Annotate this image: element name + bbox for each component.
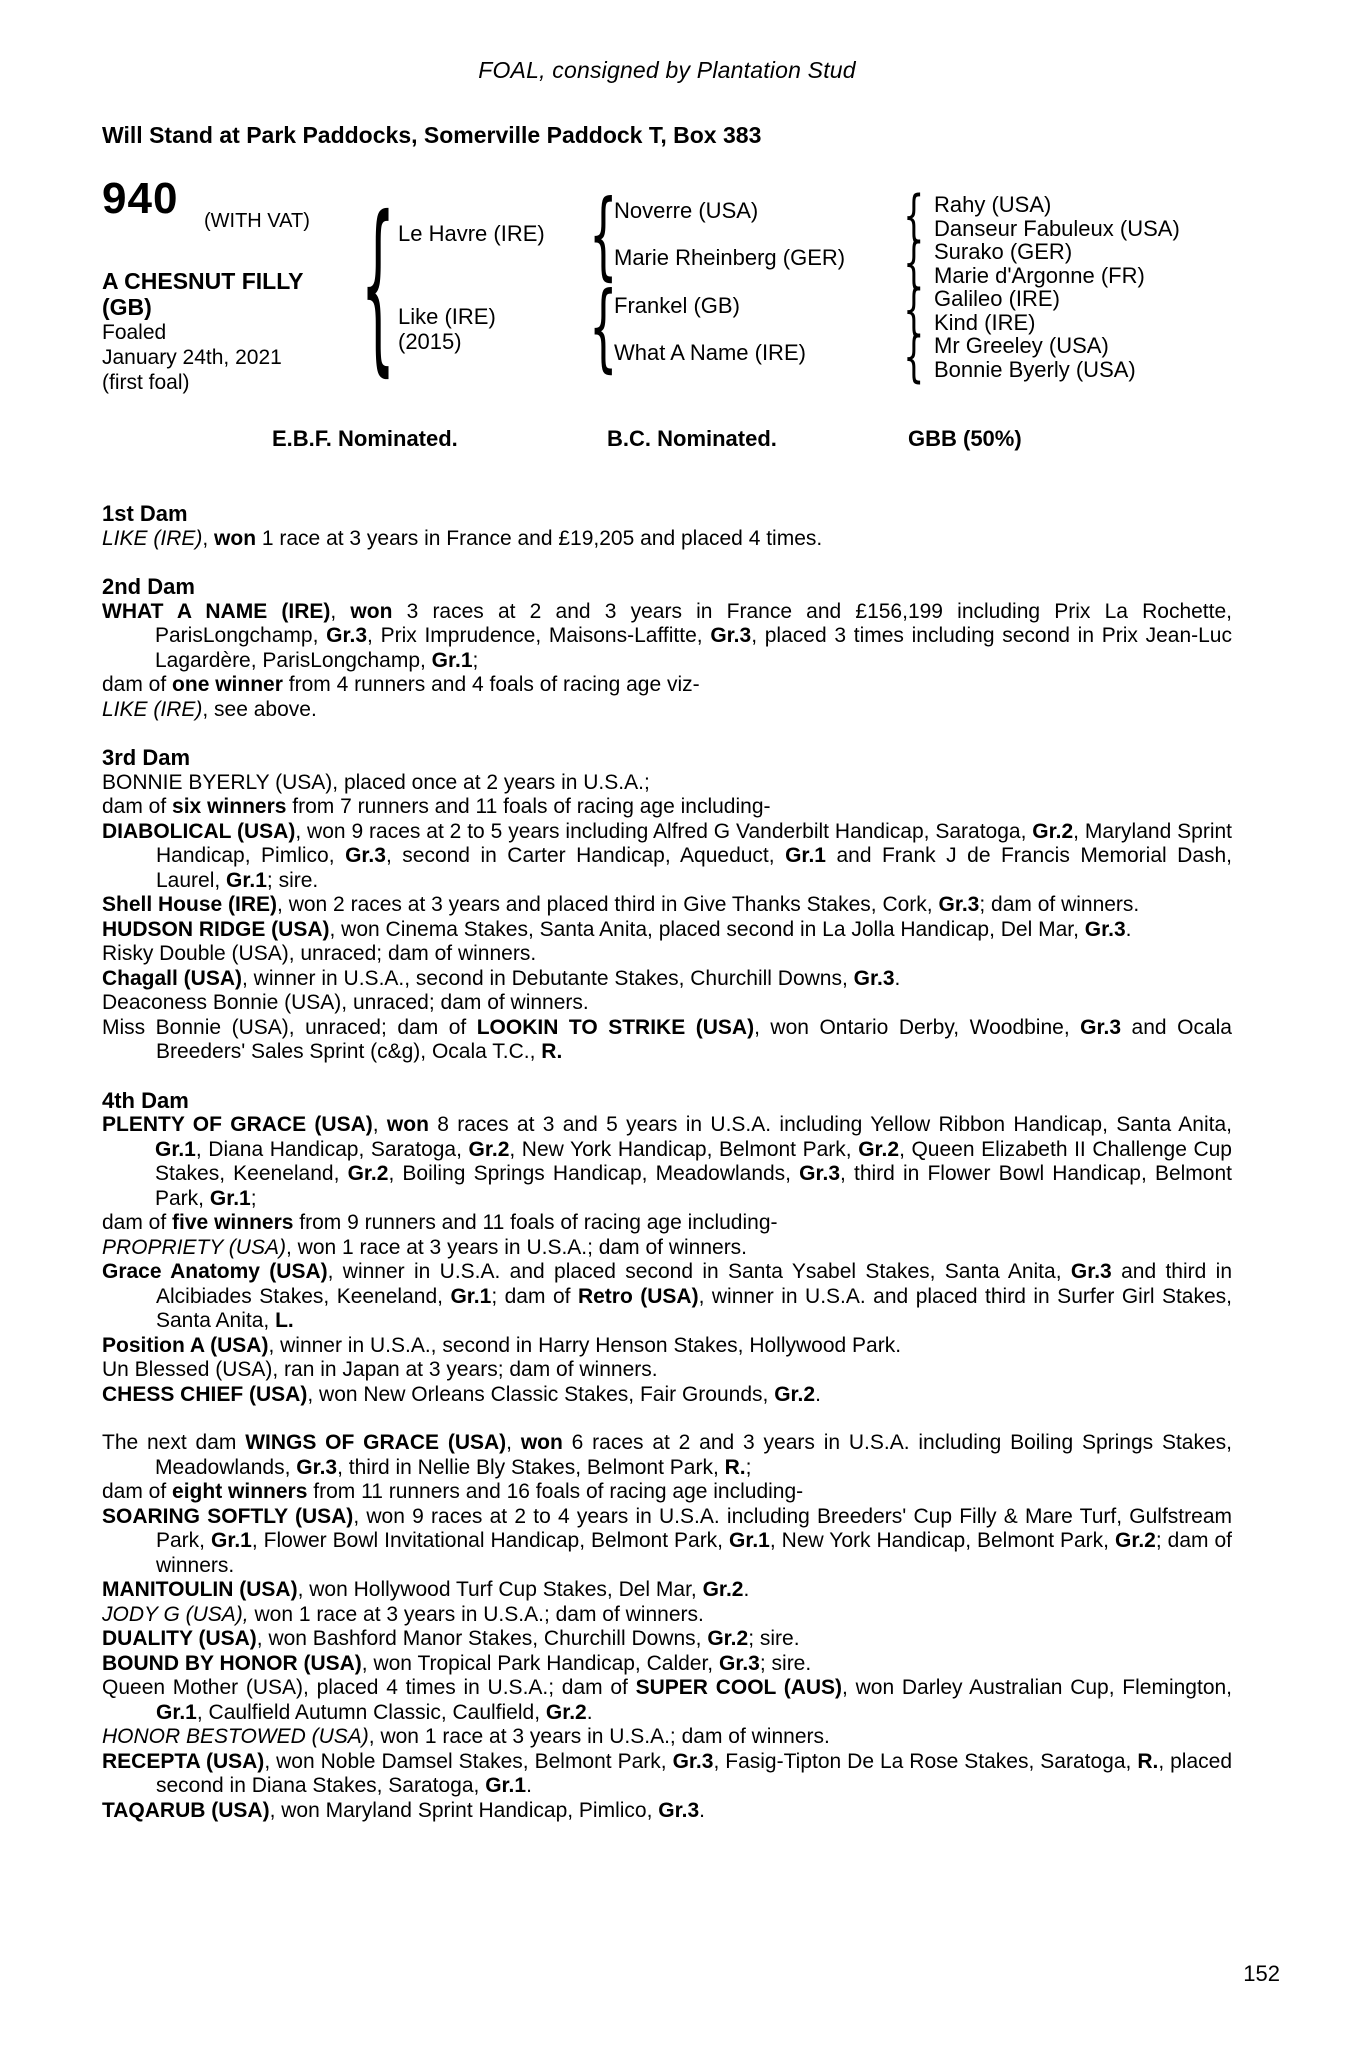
pedigree-paragraph: TAQARUB (USA), won Maryland Sprint Handicap, Pimlico, Gr.3. [102,1798,705,1822]
dam-section-heading: 2nd Dam [102,574,195,599]
pedigree-paragraph: Miss Bonnie (USA), unraced; dam of LOOKIN TO STRIKE (USA), won Ontario Derby, Woodbine, Gr.3 and Ocala Breeders' Sales Sprint (c&g), Ocala T.C., R. [102,1015,1232,1063]
pedigree-paragraph: BOUND BY HONOR (USA), won Tropical Park Handicap, Calder, Gr.3; sire. [102,1651,812,1675]
dam-section-heading: 4th Dam [102,1087,189,1113]
pedigree-paragraph: RECEPTA (USA), won Noble Damsel Stakes, Belmont Park, Gr.3, Fasig-Tipton De La Rose Stakes, Saratoga, R., placed second in Diana Stakes, Saratoga, Gr.1. [102,1749,1232,1797]
pedigree-gen4-name: Kind (IRE) [934,310,1036,335]
pedigree-paragraph: Grace Anatomy (USA), winner in U.S.A. and placed second in Santa Ysabel Stakes, Santa Anita, Gr.3 and third in Alcibiades Stakes, Keeneland, Gr.1; dam of Retro (USA), winner in U.S.A. and placed third in Surfer Girl Stakes, Santa Anita, L. [102,1260,1233,1332]
pedigree-dam-name: Like (IRE) [398,304,496,329]
brace-icon: { [903,184,925,249]
lot-number: 940 [102,174,179,223]
pedigree-paragraph: LIKE (IRE), won 1 race at 3 years in France and £19,205 and placed 4 times. [102,526,823,550]
pedigree-paragraph: Chagall (USA), winner in U.S.A., second in Debutante Stakes, Churchill Downs, Gr.3. [102,966,901,990]
brace-icon: { [589,272,618,384]
pedigree-paragraph: Queen Mother (USA), placed 4 times in U.S.A.; dam of SUPER COOL (AUS), won Darley Australian Cup, Flemington, Gr.1, Caulfield Autumn Classic, Caulfield, Gr.2. [102,1676,1233,1724]
pedigree-paragraph: LIKE (IRE), see above. [102,697,317,721]
dam-section [102,1431,1232,1823]
pedigree-paragraph: CHESS CHIEF (USA), won New Orleans Classic Stakes, Fair Grounds, Gr.2. [102,1382,821,1406]
brace-icon: { [903,278,925,343]
pedigree-dam-dam: What A Name (IRE) [614,340,806,365]
brace-icon: { [903,325,925,390]
page-number: 152 [1243,1961,1280,1986]
horse-name-line2: (GB) [102,293,152,320]
pedigree-paragraph: HONOR BESTOWED (USA), won 1 race at 3 years in U.S.A.; dam of winners. [102,1725,830,1748]
pedigree-paragraph: PROPRIETY (USA), won 1 race at 3 years in U.S.A.; dam of winners. [102,1235,748,1259]
pedigree-gen4-name: Bonnie Byerly (USA) [934,357,1136,382]
pedigree-paragraph: The next dam WINGS OF GRACE (USA), won 6 races at 2 and 3 years in U.S.A. including Boiling Springs Stakes, Meadowlands, Gr.3, third in Nellie Bly Stakes, Belmont Park, R.; [102,1431,1233,1479]
pedigree-sire: Le Havre (IRE) [398,221,545,246]
pedigree-paragraph: Position A (USA), winner in U.S.A., second in Harry Henson Stakes, Hollywood Park. [102,1333,902,1357]
vat-note: (WITH VAT) [204,210,310,232]
horse-description [102,269,317,396]
nominations-row [102,427,1232,454]
pedigree-paragraph: JODY G (USA), won 1 race at 3 years in U.S.A.; dam of winners. [102,1602,704,1626]
pedigree-paragraph: Deaconess Bonnie (USA), unraced; dam of winners. [102,991,589,1014]
foal-note: (first foal) [102,371,190,395]
pedigree-gen4-name: Surako (GER) [934,239,1073,264]
pedigree-sire-sire: Noverre (USA) [614,198,759,223]
dam-section [102,1089,1232,1408]
pedigree-paragraph: dam of one winner from 4 runners and 4 foals of racing age viz- [102,673,700,696]
pedigree-paragraph: DUALITY (USA), won Bashford Manor Stakes, Churchill Downs, Gr.2; sire. [102,1627,800,1650]
pedigree-dam-sire: Frankel (GB) [614,293,740,318]
dam-section-heading: 3rd Dam [102,745,191,770]
dam-section [102,502,1232,551]
pedigree-paragraph: MANITOULIN (USA), won Hollywood Turf Cup Stakes, Del Mar, Gr.2. [102,1578,750,1601]
dam-section [102,746,1232,1065]
pedigree-dam-year: (2015) [398,329,462,354]
foaled-date: January 24th, 2021 [102,346,282,370]
horse-name [102,269,317,320]
pedigree-gen4-name: Marie d'Argonne (FR) [934,263,1145,288]
pedigree-paragraph: dam of five winners from 9 runners and 11 foals of racing age including- [102,1211,778,1234]
foaled-label: Foaled [102,321,167,344]
brace-icon: { [360,180,396,396]
bc-nomination: B.C. Nominated. [607,426,777,451]
pedigree-table [102,174,1232,401]
dam-section-heading: 1st Dam [102,501,188,526]
pedigree-sire-dam: Marie Rheinberg (GER) [614,245,846,270]
pedigree-gen4-name: Mr Greeley (USA) [934,333,1109,358]
pedigree-paragraph: dam of eight winners from 11 runners and 16 foals of racing age including- [102,1480,804,1503]
pedigree-gen4-name: Danseur Fabuleux (USA) [934,216,1180,241]
pedigree-paragraph: PLENTY OF GRACE (USA), won 8 races at 3 and 5 years in U.S.A. including Yellow Ribbon Handicap, Santa Anita, Gr.1, Diana Handicap, Saratoga, Gr.2, New York Handicap, Belmont Park, Gr.2, Queen Elizabeth II Challenge Cup Stakes, Keeneland, Gr.2, Boiling Springs Handicap, Meadowlands, Gr.3, third in Flower Bowl Handicap, Belmont Park, Gr.1; [102,1113,1232,1210]
gbb-bonus: GBB (50%) [908,426,1022,451]
pedigree-gen4-name: Galileo (IRE) [934,286,1060,311]
dam-section [102,575,1232,722]
pedigree-paragraph: Shell House (IRE), won 2 races at 3 years and placed third in Give Thanks Stakes, Cork, Gr.3; dam of winners. [102,893,1140,916]
brace-icon: { [903,231,925,296]
pedigree-paragraph: HUDSON RIDGE (USA), won Cinema Stakes, Santa Anita, placed second in La Jolla Handicap, Del Mar, Gr.3. [102,917,1132,941]
pedigree-paragraph: dam of six winners from 7 runners and 11 foals of racing age including- [102,795,771,818]
ebf-nomination: E.B.F. Nominated. [272,426,458,451]
catalog-sections [102,502,1232,1823]
brace-icon: { [589,180,618,292]
pedigree-paragraph: Risky Double (USA), unraced; dam of winners. [102,942,537,965]
pedigree-dam [398,304,496,354]
pedigree-gen4-name: Rahy (USA) [934,192,1052,217]
pedigree-paragraph: Un Blessed (USA), ran in Japan at 3 years; dam of winners. [102,1358,658,1381]
horse-name-line1: A CHESNUT FILLY [102,268,304,294]
pedigree-paragraph: DIABOLICAL (USA), won 9 races at 2 to 5 years including Alfred G Vanderbilt Handicap, Saratoga, Gr.2, Maryland Sprint Handicap, Pimlico, Gr.3, second in Carter Handicap, Aqueduct, Gr.1 and Frank J de Francis Memorial Dash, Laurel, Gr.1; sire. [102,819,1233,892]
pedigree-paragraph: SOARING SOFTLY (USA), won 9 races at 2 to 4 years in U.S.A. including Breeders' Cup Filly & Mare Turf, Gulfstream Park, Gr.1, Flower Bowl Invitational Handicap, Belmont Park, Gr.1, New York Handicap, Belmont Park, Gr.2; dam of winners. [102,1504,1232,1577]
pedigree-paragraph: WHAT A NAME (IRE), won 3 races at 2 and 3 years in France and £156,199 including Prix La Rochette, ParisLongchamp, Gr.3, Prix Imprudence, Maisons-Laffitte, Gr.3, placed 3 times including second in Prix Jean-Luc Lagardère, ParisLongchamp, Gr.1; [102,599,1232,672]
page-title: FOAL, consigned by Plantation Stud [478,57,856,83]
pedigree-paragraph: BONNIE BYERLY (USA), placed once at 2 years in U.S.A.; [102,770,650,794]
stand-location: Will Stand at Park Paddocks, Somerville Paddock T, Box 383 [102,121,762,148]
